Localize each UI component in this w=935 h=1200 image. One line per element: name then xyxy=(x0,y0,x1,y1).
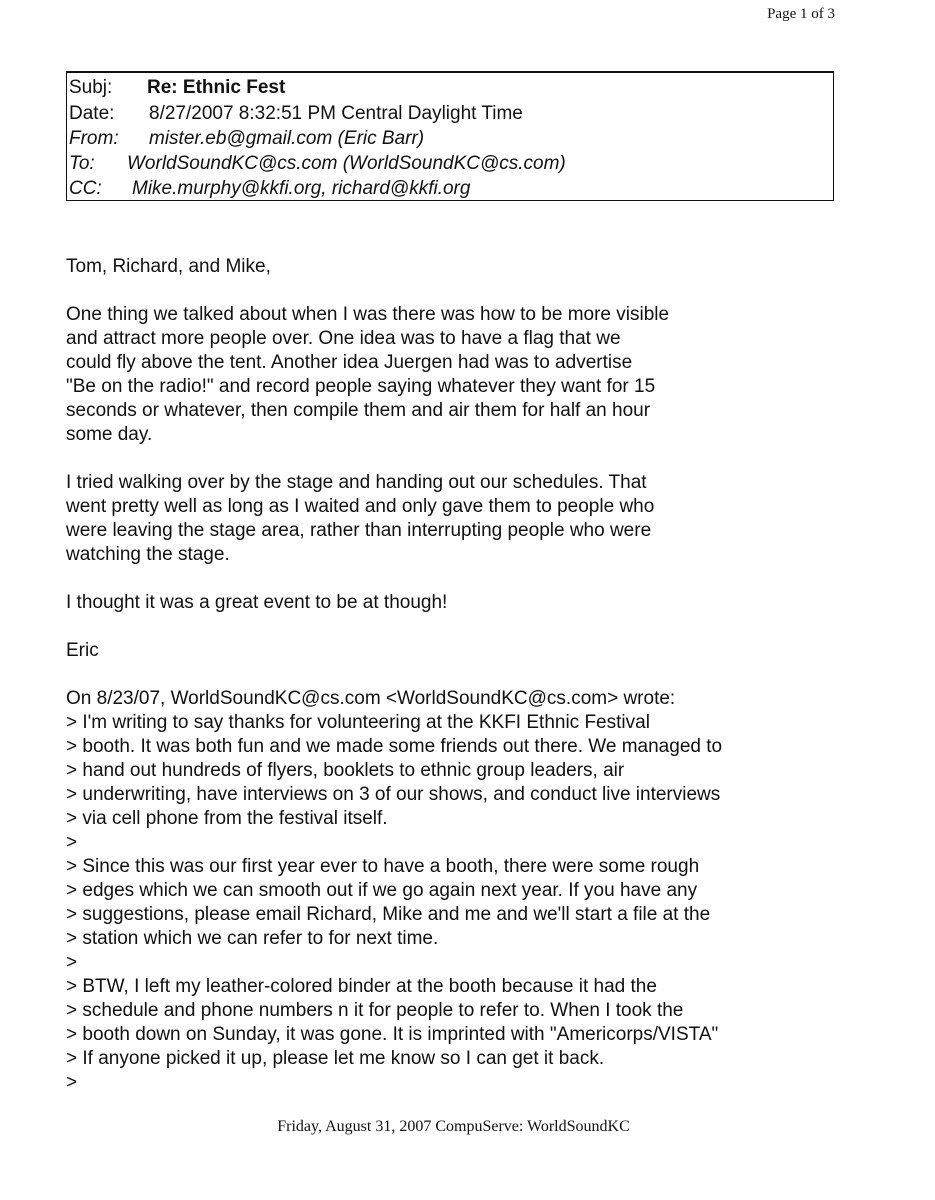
cc-value: Mike.murphy@kkfi.org, richard@kkfi.org xyxy=(132,178,471,199)
email-header xyxy=(66,71,834,201)
subject-value: Re: Ethnic Fest xyxy=(147,77,286,98)
signature: Eric xyxy=(66,640,99,661)
body-paragraph: One thing we talked about when I was there was how to be more visible and attract more people over. One idea was to have a flag that we could fly above the tent. Another idea Juergen had was to advertise "Be on the radio!" and record people saying whatever they want for 15 seconds or whatever, then compile them and air them for half an hour some day. xyxy=(66,304,670,445)
quoted-message: On 8/23/07, WorldSoundKC@cs.com <WorldSoundKC@cs.com> wrote: > I'm writing to say thanks for volunteering at the KKFI Ethnic Festival > booth. It was both fun and we made some friends out there. We managed to > hand out hundreds of flyers, booklets to ethnic group leaders, air > underwriting, have interviews on 3 of our shows, and conduct live interviews > via cell phone from the festival itself. > > Since this was our first year ever to have a booth, there were some rough > edges which we can smooth out if we go again next year. If you have any > suggestions, please email Richard, Mike and me and we'll start a file at the > station which we can refer to for next time. > > BTW, I left my leather-colored binder at the booth because it had the > schedule and phone numbers n it for people to refer to. When I took the > booth down on Sunday, it was gone. It is imprinted with "Americorps/VISTA" > If anyone picked it up, please let me know so I can get it back. > xyxy=(66,688,723,1093)
footer-text: Friday, August 31, 2007 CompuServe: WorldSoundKC xyxy=(277,1118,630,1135)
to-label: To: xyxy=(69,153,95,174)
body-paragraph: I thought it was a great event to be at though! xyxy=(66,592,448,613)
subject-label: Subj: xyxy=(69,77,113,98)
email-body xyxy=(66,255,866,1095)
from-label: From: xyxy=(69,128,119,149)
to-value: WorldSoundKC@cs.com (WorldSoundKC@cs.com) xyxy=(127,153,566,174)
from-value: mister.eb@gmail.com (Eric Barr) xyxy=(149,128,425,149)
page-number: Page 1 of 3 xyxy=(767,6,835,22)
date-label: Date: xyxy=(69,103,115,124)
greeting: Tom, Richard, and Mike, xyxy=(66,256,271,277)
date-value: 8/27/2007 8:32:51 PM Central Daylight Time xyxy=(149,103,523,124)
cc-label: CC: xyxy=(69,178,102,199)
body-paragraph: I tried walking over by the stage and handing out our schedules. That went pretty well as long as I waited and only gave them to people who were leaving the stage area, rather than interrupting people who were watching the stage. xyxy=(66,472,655,565)
print-footer xyxy=(0,1118,935,1136)
